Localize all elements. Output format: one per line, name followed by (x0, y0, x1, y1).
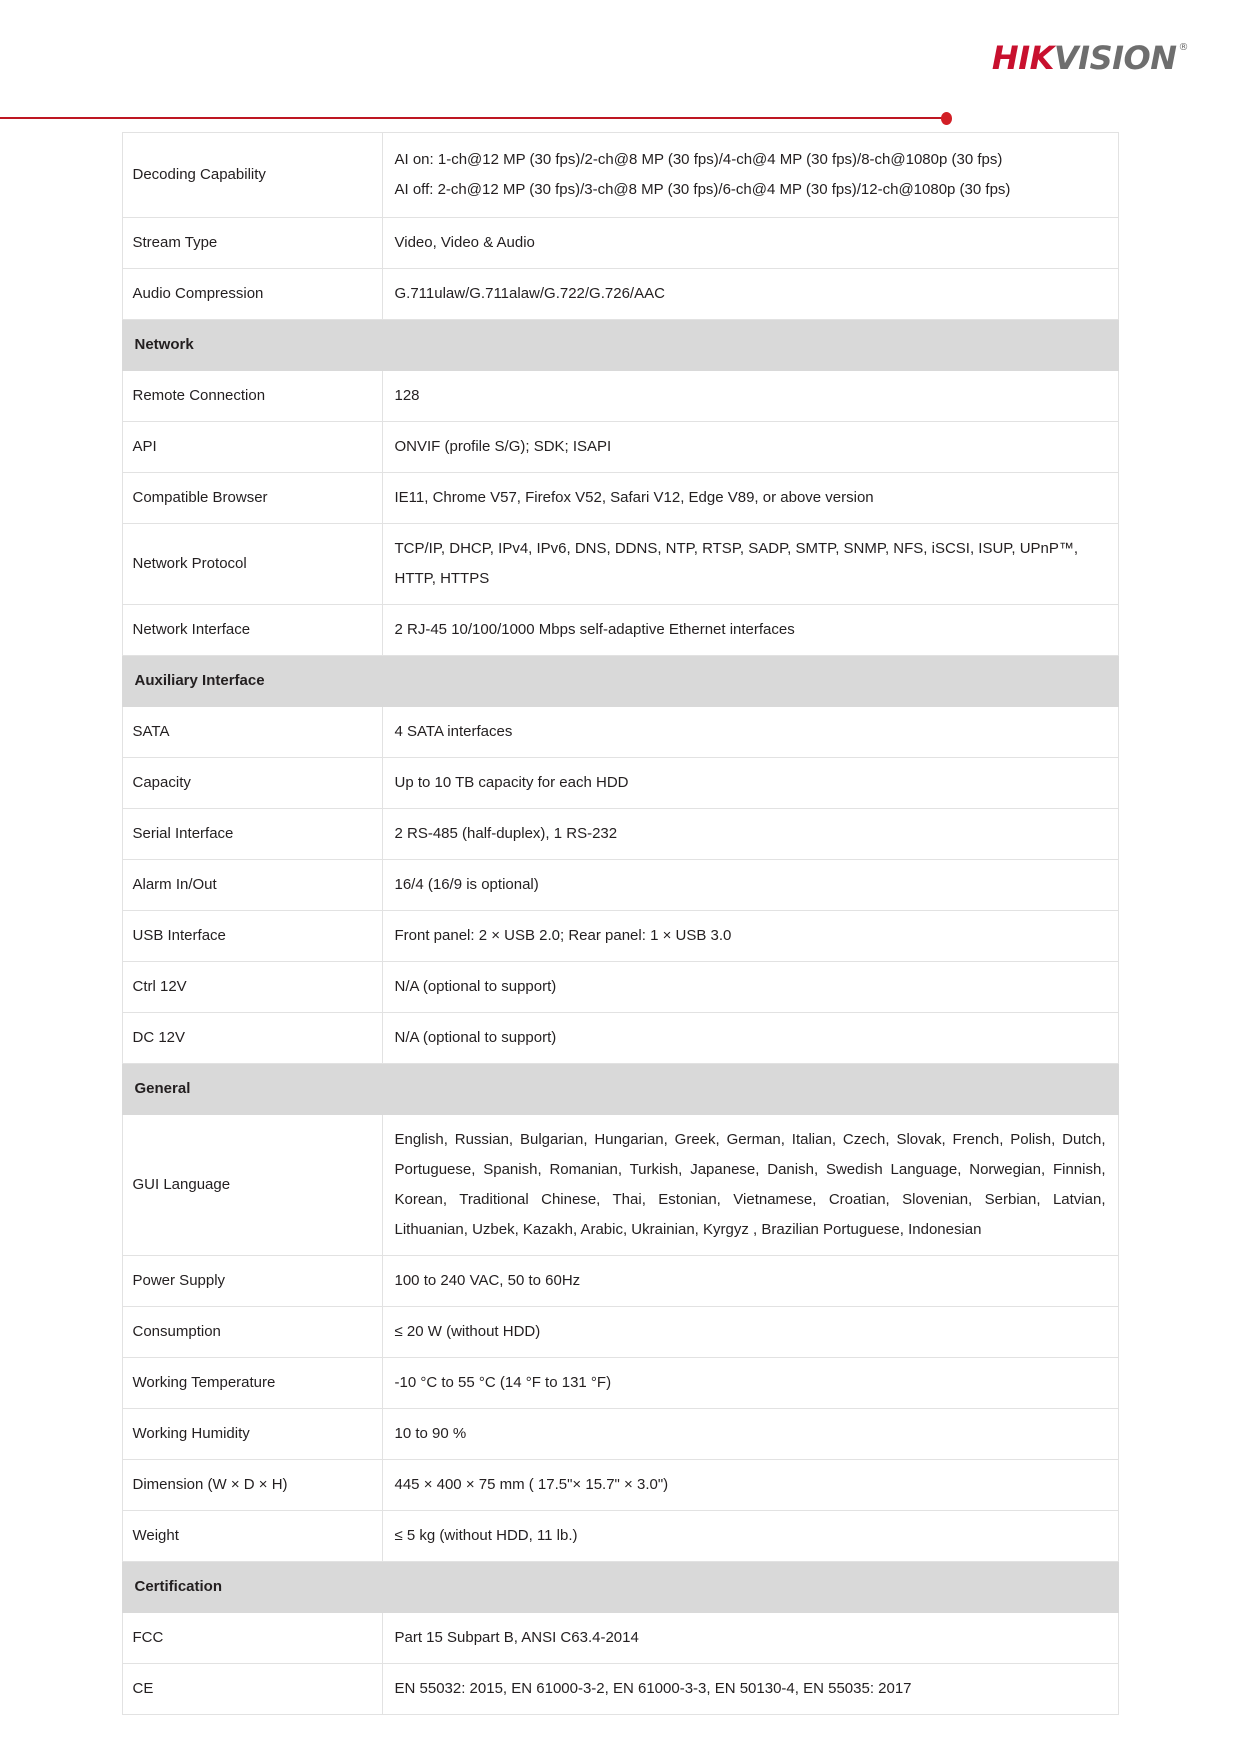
section-header-label: Auxiliary Interface (122, 656, 1118, 707)
table-row (122, 1613, 1118, 1664)
spec-value (382, 1613, 1118, 1664)
spec-value (382, 860, 1118, 911)
spec-value (382, 758, 1118, 809)
section-header-row (122, 1064, 1118, 1115)
spec-label: API (122, 422, 382, 473)
spec-value-line: 10 to 90 % (394, 1425, 467, 1442)
table-row (122, 1307, 1118, 1358)
section-header-label: General (122, 1064, 1118, 1115)
spec-value-line: ≤ 20 W (without HDD) (394, 1323, 541, 1340)
spec-label: Power Supply (122, 1256, 382, 1307)
spec-value (382, 473, 1118, 524)
spec-value-line: 128 (394, 387, 420, 404)
spec-value (382, 1307, 1118, 1358)
spec-value-line: 2 RJ-45 10/100/1000 Mbps self-adaptive Ethernet interfaces (394, 621, 795, 638)
table-row (122, 218, 1118, 269)
spec-label: CE (122, 1664, 382, 1715)
table-row (122, 1409, 1118, 1460)
spec-value-line: EN 55032: 2015, EN 61000-3-2, EN 61000-3-3, EN 50130-4, EN 55035: 2017 (394, 1680, 912, 1697)
table-row (122, 1511, 1118, 1562)
table-row (122, 1358, 1118, 1409)
table-row (122, 758, 1118, 809)
hikvision-logo (991, 39, 1188, 77)
spec-label: DC 12V (122, 1013, 382, 1064)
spec-value-line: ONVIF (profile S/G); SDK; ISAPI (394, 438, 612, 455)
spec-value-line: ≤ 5 kg (without HDD, 11 lb.) (394, 1527, 578, 1544)
spec-value (382, 605, 1118, 656)
spec-value-line: 4 SATA interfaces (394, 723, 513, 740)
spec-label: GUI Language (122, 1115, 382, 1256)
spec-value (382, 1409, 1118, 1460)
table-row (122, 422, 1118, 473)
spec-value-line: 2 RS-485 (half-duplex), 1 RS-232 (394, 825, 618, 842)
spec-value (382, 1460, 1118, 1511)
table-row (122, 133, 1118, 218)
registered-trademark-icon: ® (1178, 42, 1188, 53)
table-row (122, 269, 1118, 320)
spec-label: Network Protocol (122, 524, 382, 605)
spec-value-line: TCP/IP, DHCP, IPv4, IPv6, DNS, DDNS, NTP, RTSP, SADP, SMTP, SNMP, NFS, iSCSI, ISUP, UPnP™, HTTP, HTTPS (394, 540, 1079, 587)
table-row (122, 1664, 1118, 1715)
spec-value-line: Front panel: 2 × USB 2.0; Rear panel: 1 × USB 3.0 (394, 927, 732, 944)
header-divider-rule (0, 117, 948, 119)
section-header-row (122, 320, 1118, 371)
spec-label: SATA (122, 707, 382, 758)
section-header-row (122, 1562, 1118, 1613)
specification-table (122, 132, 1119, 1715)
spec-label: Serial Interface (122, 809, 382, 860)
spec-label: Remote Connection (122, 371, 382, 422)
spec-value (382, 962, 1118, 1013)
section-header-row (122, 656, 1118, 707)
spec-value (382, 911, 1118, 962)
spec-label: Audio Compression (122, 269, 382, 320)
spec-value (382, 1256, 1118, 1307)
spec-label: Working Humidity (122, 1409, 382, 1460)
section-header-label: Certification (122, 1562, 1118, 1613)
section-header-label: Network (122, 320, 1118, 371)
table-row (122, 1256, 1118, 1307)
spec-label: Stream Type (122, 218, 382, 269)
spec-value (382, 422, 1118, 473)
spec-value-line: English, Russian, Bulgarian, Hungarian, Greek, German, Italian, Czech, Slovak, French, Polish, Dutch, Portuguese, Spanish, Romanian, Turkish, Japanese, Danish, Swedish Language, Norwegian, Finnish, Korean, Traditional Chinese, Thai, Estonian, Vietnamese, Croatian, Slovenian, Serbian, Latvian, Lithuanian, Uzbek, Kazakh, Arabic, Ukrainian, Kyrgyz , Brazilian Portuguese, Indonesian (394, 1131, 1106, 1238)
table-row (122, 962, 1118, 1013)
spec-label: Decoding Capability (122, 133, 382, 218)
spec-label: Network Interface (122, 605, 382, 656)
spec-value-line: N/A (optional to support) (394, 1029, 557, 1046)
spec-value (382, 1511, 1118, 1562)
page-header (0, 0, 1240, 132)
spec-value-line: 100 to 240 VAC, 50 to 60Hz (394, 1272, 581, 1289)
spec-label: Ctrl 12V (122, 962, 382, 1013)
spec-value-line: 16/4 (16/9 is optional) (394, 876, 539, 893)
table-row (122, 809, 1118, 860)
spec-value (382, 524, 1118, 605)
spec-value (382, 809, 1118, 860)
spec-value-line: Video, Video & Audio (394, 234, 535, 251)
table-row (122, 1460, 1118, 1511)
spec-value (382, 1664, 1118, 1715)
spec-value-line: -10 °C to 55 °C (14 °F to 131 °F) (394, 1374, 612, 1391)
spec-label: USB Interface (122, 911, 382, 962)
spec-label: Capacity (122, 758, 382, 809)
spec-label: Dimension (W × D × H) (122, 1460, 382, 1511)
spec-label: Alarm In/Out (122, 860, 382, 911)
spec-value (382, 1358, 1118, 1409)
header-accent-dot-icon (941, 112, 952, 125)
spec-value-line: AI off: 2-ch@12 MP (30 fps)/3-ch@8 MP (30 fps)/6-ch@4 MP (30 fps)/12-ch@1080p (30 fps) (394, 181, 1011, 198)
logo-text-hik: HIK (991, 39, 1054, 77)
table-row (122, 911, 1118, 962)
spec-value (382, 371, 1118, 422)
table-row (122, 524, 1118, 605)
table-row (122, 1115, 1118, 1256)
table-row (122, 473, 1118, 524)
spec-value-line: N/A (optional to support) (394, 978, 557, 995)
spec-value (382, 707, 1118, 758)
table-row (122, 605, 1118, 656)
spec-value-line: Up to 10 TB capacity for each HDD (394, 774, 629, 791)
spec-value (382, 269, 1118, 320)
spec-value (382, 133, 1118, 218)
spec-value-line: Part 15 Subpart B, ANSI C63.4-2014 (394, 1629, 639, 1646)
spec-value (382, 218, 1118, 269)
spec-label: FCC (122, 1613, 382, 1664)
logo-text-vision: VISION (1053, 39, 1177, 77)
spec-label: Weight (122, 1511, 382, 1562)
table-row (122, 1013, 1118, 1064)
spec-value-line: AI on: 1-ch@12 MP (30 fps)/2-ch@8 MP (30 fps)/4-ch@4 MP (30 fps)/8-ch@1080p (30 fps) (394, 151, 1003, 168)
table-row (122, 707, 1118, 758)
spec-value (382, 1013, 1118, 1064)
spec-label: Compatible Browser (122, 473, 382, 524)
spec-value (382, 1115, 1118, 1256)
spec-label: Consumption (122, 1307, 382, 1358)
spec-value-line: IE11, Chrome V57, Firefox V52, Safari V12, Edge V89, or above version (394, 489, 874, 506)
table-row (122, 860, 1118, 911)
spec-value-line: G.711ulaw/G.711alaw/G.722/G.726/AAC (394, 285, 665, 302)
spec-label: Working Temperature (122, 1358, 382, 1409)
spec-value-line: 445 × 400 × 75 mm ( 17.5"× 15.7" × 3.0") (394, 1476, 669, 1493)
table-row (122, 371, 1118, 422)
